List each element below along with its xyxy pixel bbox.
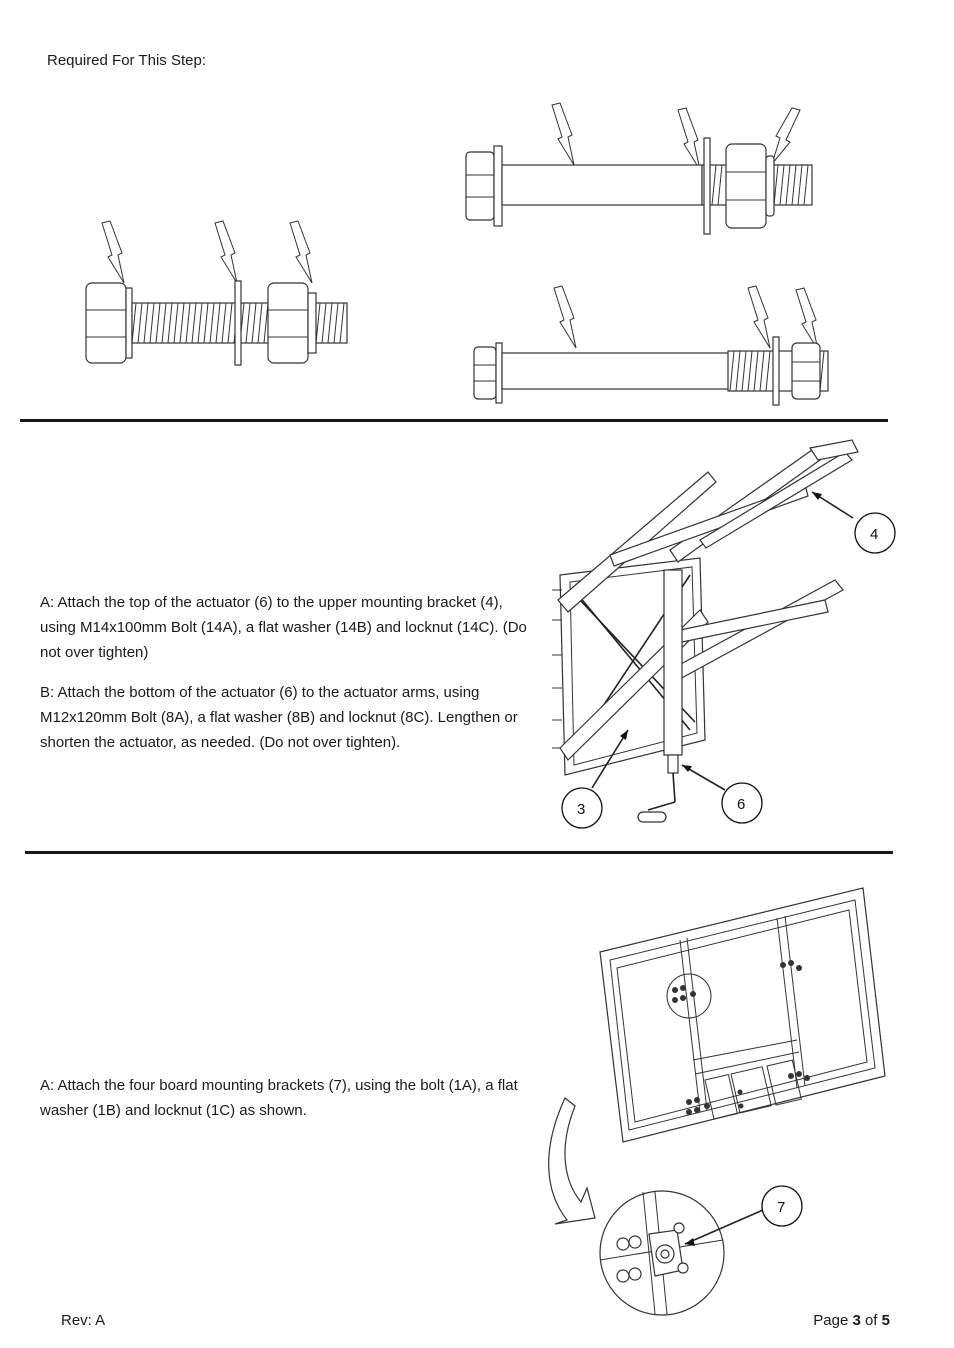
page-prefix: Page: [813, 1312, 853, 1329]
section-divider: [20, 419, 888, 422]
page-number: [813, 1308, 890, 1333]
bolt-m12-illustration: [470, 285, 840, 405]
page-of: of: [860, 1312, 882, 1329]
brackets-step-a: A: Attach the four board mounting brackets (7), using the bolt (1A), a flat washer (1B) and locknut (1C) as shown.: [40, 1077, 518, 1119]
section-divider: [25, 851, 893, 854]
actuator-frame-illustration: [540, 430, 900, 830]
callout-3: 3: [577, 801, 586, 818]
callout-4: 4: [870, 526, 879, 543]
callout-7: 7: [777, 1199, 786, 1216]
page-current: 3: [852, 1312, 861, 1329]
callout-6: 6: [737, 796, 746, 813]
actuator-step-a: A: Attach the top of the actuator (6) to the upper mounting bracket (4), using M14x100mm Bolt (14A), a flat washer (14B) and locknut (14C). (Do not over tighten): [40, 594, 527, 661]
board-frame-illustration: [545, 880, 905, 1330]
required-heading: Required For This Step:: [47, 52, 206, 69]
page-total: 5: [881, 1312, 890, 1329]
revision-label: Rev: A: [61, 1312, 106, 1329]
actuator-step-b: B: Attach the bottom of the actuator (6) to the actuator arms, using M12x120mm Bolt (8A), a flat washer (8B) and locknut (8C). Lengthen or shorten the actuator, as needed. (Do not over tighten).: [40, 684, 518, 751]
bolt-assembly-left-illustration: [80, 215, 350, 375]
bolt-m14-illustration: [460, 100, 830, 240]
